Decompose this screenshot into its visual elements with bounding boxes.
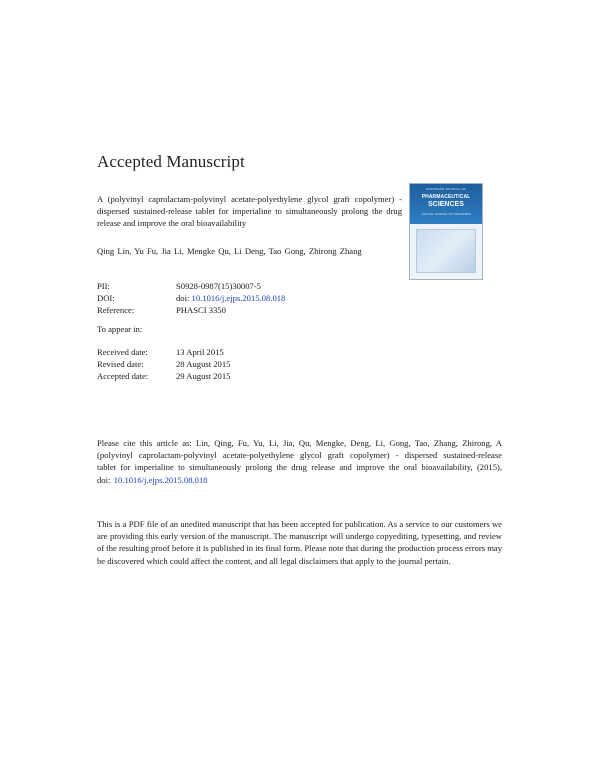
received-date-value: 13 April 2015 xyxy=(176,347,224,357)
cover-subtitle: OFFICIAL JOURNAL OF THE EUFEPS xyxy=(421,212,471,216)
cover-title-line2: SCIENCES xyxy=(428,201,464,208)
revised-date-label: Revised date: xyxy=(97,358,144,369)
doi-link[interactable]: 10.1016/j.ejps.2015.08.018 xyxy=(191,292,286,303)
doi-row xyxy=(97,293,285,305)
cover-artwork xyxy=(416,229,476,273)
journal-cover-thumbnail xyxy=(409,183,483,280)
author-list: Qing Lin, Yu Fu, Jia Li, Mengke Qu, Li Deng, Tao Gong, Zhirong Zhang xyxy=(97,246,362,256)
accepted-date-label: Accepted date: xyxy=(97,370,149,381)
dates-block xyxy=(97,347,230,382)
cover-small-text: EUROPEAN JOURNAL OF xyxy=(425,187,467,191)
cover-title-line1: PHARMACEUTICAL xyxy=(421,194,471,200)
manuscript-notice: This is a PDF file of an unedited manuscript that has been accepted for publication. As a service to our customers we are providing this early version of the manuscript. The manuscript will undergo copyediting, typesetting, and review of the resulting proof before it is published in its final form. Please note that during the production process errors may be discovered which could affect the content, and all legal disclaimers that apply to the journal pertain. xyxy=(97,519,503,566)
received-date-label: Received date: xyxy=(97,347,148,357)
citation-text: Please cite this article as: Lin, Qing, Fu, Yu, Li, Jia, Qu, Mengke, Deng, Li, Gong, Tao, Zhang, Zhirong, A (polyvinyl caprolactam-polyvinyl acetate-polyethylene glycol graft copolymer) - dispersed sustained-release tablet for imperialine to simultaneously prolong the drug release and improve the oral bioavailability, (2015), doi: xyxy=(97,438,502,485)
page-heading: Accepted Manuscript xyxy=(97,152,245,171)
accepted-date-row xyxy=(97,371,230,383)
pii-row xyxy=(97,281,285,293)
identifier-block xyxy=(97,281,285,316)
reference-label: Reference: xyxy=(97,304,135,315)
article-title: A (polyvinyl caprolactam-polyvinyl acetate-polyethylene glycol graft copolymer) - dispersed sustained-release tablet for imperialine to simultaneously prolong the drug release and improve the oral bioavailability xyxy=(97,194,402,229)
reference-row xyxy=(97,305,285,317)
doi-label: DOI: xyxy=(97,292,115,303)
pii-label: PII: xyxy=(97,281,110,291)
received-date-row xyxy=(97,347,230,359)
revised-date-value: 28 August 2015 xyxy=(176,358,231,369)
accepted-date-value: 29 August 2015 xyxy=(176,370,231,381)
doi-prefix: doi: xyxy=(176,292,192,303)
citation-doi-link[interactable]: 10.1016/j.ejps.2015.08.018 xyxy=(113,474,208,485)
cover-title-band xyxy=(410,184,482,224)
citation-paragraph xyxy=(97,437,502,486)
revised-date-row xyxy=(97,359,230,371)
reference-value: PHASCI 3350 xyxy=(176,304,226,315)
pii-value: S0928-0987(15)30007-5 xyxy=(176,281,261,291)
to-appear-label: To appear in: xyxy=(97,324,143,334)
